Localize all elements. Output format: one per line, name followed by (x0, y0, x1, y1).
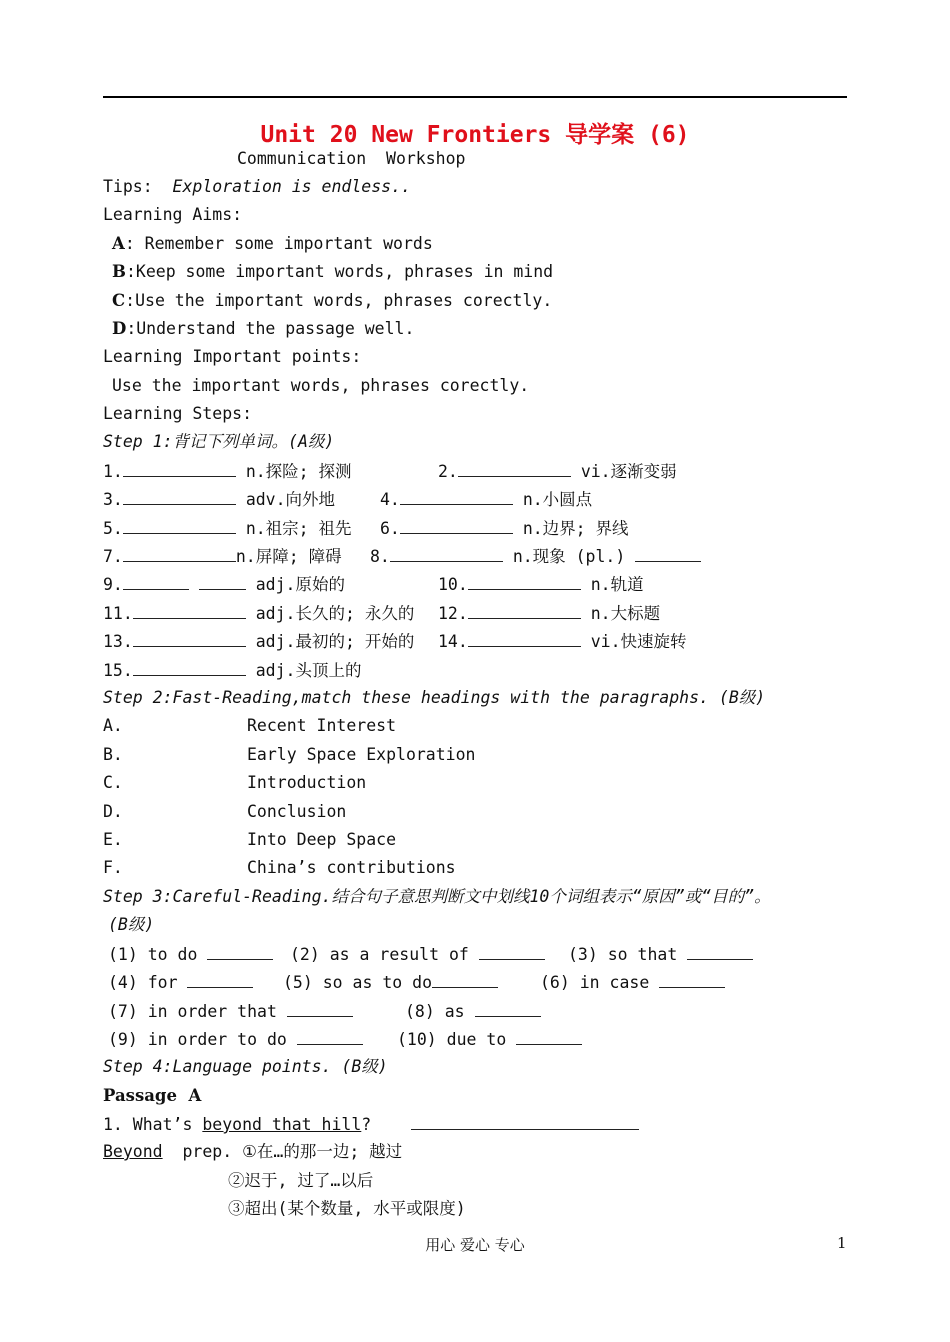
vocab-item: 2. vi.逐渐变弱 (438, 462, 677, 481)
heading-text: Conclusion (247, 802, 347, 821)
tips-line (103, 176, 411, 198)
phrase-item: (2) as a result of (290, 943, 545, 966)
vocab-item: 9. adj.原始的 (103, 575, 345, 594)
beyond-entry: Beyond prep. ①在…的那一边; 越过 (103, 1142, 403, 1161)
step3-level: (B级) (108, 915, 155, 934)
beyond-sense-2: ②迟于, 过了…以后 (228, 1171, 374, 1190)
phrase-item: (3) so that (568, 943, 753, 966)
vocab-item: 4. n.小圆点 (380, 490, 593, 509)
points-label: Learning Important points: (103, 347, 362, 366)
vocab-item: 11. adj.长久的; 永久的 (103, 604, 415, 623)
vocab-item: 10. n.轨道 (438, 575, 644, 594)
aim-a: A: Remember some important words (112, 234, 433, 253)
phrase-item: (1) to do (108, 943, 273, 966)
vocab-item: 14. vi.快速旋转 (438, 632, 687, 651)
tips-label: Tips: (103, 177, 153, 196)
vocab-item: 6. n.边界; 界线 (380, 519, 629, 538)
step3-heading: Step 3:Careful-Reading.结合句子意思判断文中划线10个词组表示“原因”或“目的”。 (103, 887, 771, 906)
vocab-item: 3. adv.向外地 (103, 490, 336, 509)
heading-text: Recent Interest (247, 716, 397, 735)
phrase-item: (4) for (108, 971, 253, 994)
beyond-sense-3: ③超出(某个数量, 水平或限度) (228, 1199, 466, 1218)
vocab-item: 12. n.大标题 (438, 604, 661, 623)
vocab-item: 15. adj.头顶上的 (103, 661, 362, 680)
aims-label: Learning Aims: (103, 205, 243, 224)
passage-label: Passage A (103, 1086, 202, 1105)
steps-label: Learning Steps: (103, 404, 253, 423)
aim-d: D:Understand the passage well. (112, 319, 415, 338)
subtitle: Communication Workshop (237, 149, 466, 168)
vocab-item: 1. n.探险; 探测 (103, 462, 352, 481)
header-rule (103, 96, 847, 98)
points-text: Use the important words, phrases corectly. (112, 376, 530, 395)
heading-text: Early Space Exploration (247, 745, 476, 764)
vocab-item: 8. n.现象 (pl.) (370, 545, 701, 568)
vocab-item: 13. adj.最初的; 开始的 (103, 632, 415, 651)
phrase-item: (9) in order to do (108, 1028, 363, 1051)
page-title: Unit 20 New Frontiers 导学案 (6) (260, 122, 690, 148)
phrase-item: (6) in case (540, 971, 725, 994)
phrase-item: (5) so as to do (283, 971, 498, 994)
vocab-item: 7. n.屏障; 障碍 (103, 547, 342, 566)
step4-heading: Step 4:Language points. (B级) (103, 1057, 388, 1076)
heading-letter: B. (103, 745, 123, 764)
heading-letter: C. (103, 773, 123, 792)
heading-text: Into Deep Space (247, 830, 397, 849)
heading-letter: F. (103, 858, 123, 877)
heading-text: China’s contributions (247, 858, 456, 877)
heading-letter: D. (103, 802, 123, 821)
page-footer: 用心 爱心 专心 (425, 1236, 525, 1254)
phrase-item: (10) due to (397, 1028, 582, 1051)
step1-heading: Step 1:背记下列单词。(A级) (103, 432, 335, 451)
question-1: 1. What’s beyond that hill? (103, 1113, 639, 1136)
page-number: 1 (837, 1234, 847, 1252)
aim-b: B:Keep some important words, phrases in mind (112, 262, 554, 281)
vocab-item: 5. n.祖宗; 祖先 (103, 519, 352, 538)
heading-text: Introduction (247, 773, 367, 792)
tips-text: Exploration is endless.. (172, 177, 411, 196)
step2-heading: Step 2:Fast-Reading,match these headings with the paragraphs. (B级) (103, 688, 766, 707)
heading-letter: E. (103, 830, 123, 849)
heading-letter: A. (103, 716, 123, 735)
phrase-item: (8) as (405, 1000, 541, 1023)
phrase-item: (7) in order that (108, 1000, 353, 1023)
aim-c: C:Use the important words, phrases corectly. (112, 291, 553, 310)
